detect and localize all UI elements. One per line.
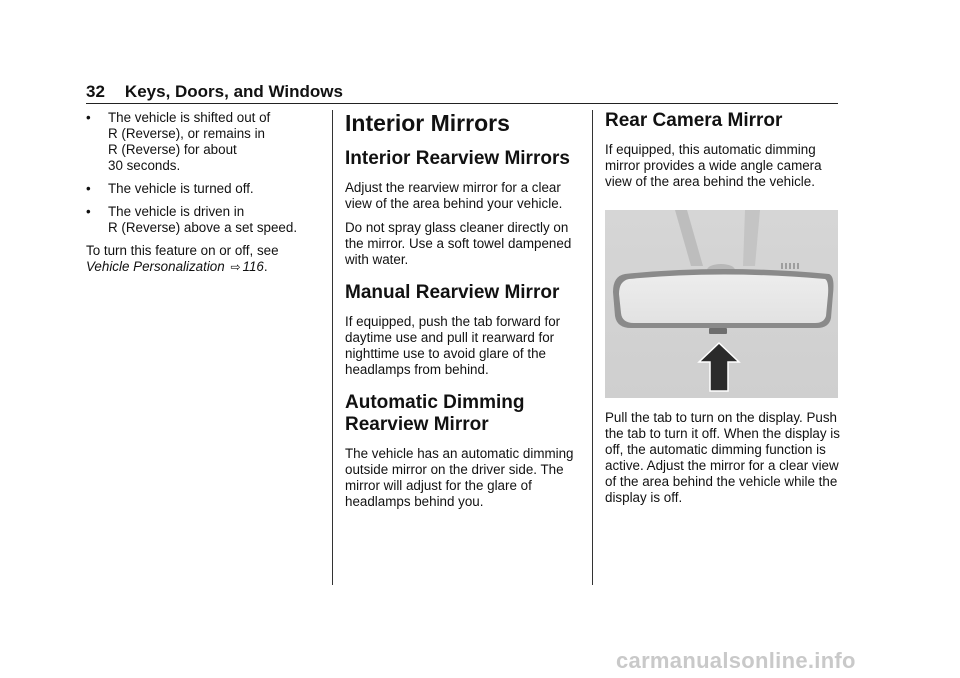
- bullet-text-line: R (Reverse) for about: [108, 142, 237, 157]
- xref-page[interactable]: 116: [242, 259, 264, 274]
- cross-reference-paragraph: [86, 243, 326, 275]
- paragraph: If equipped, this automatic dimming mirror provides a wide angle camera view of the area behind the vehicle.: [605, 142, 822, 189]
- bullet-marker: •: [86, 181, 91, 196]
- mirror-glass: [619, 275, 828, 324]
- bullet-item: [86, 110, 326, 174]
- bullet-item: [86, 204, 326, 236]
- column-2: [345, 110, 583, 518]
- bullet-text-line: R (Reverse), or remains in: [108, 126, 266, 141]
- bullet-marker: •: [86, 110, 91, 125]
- page-reference-icon: ⇨: [230, 260, 241, 274]
- bullet-item: [86, 181, 326, 197]
- paragraph: The vehicle has an automatic dimming outside mirror on the driver side. The mirror will adjust for the glare of headlamps behind you.: [345, 446, 574, 509]
- bullet-text-line: The vehicle is turned off.: [108, 181, 254, 196]
- column-divider: [592, 110, 593, 585]
- bullet-marker: •: [86, 204, 91, 219]
- section-heading: Interior Rearview Mirrors: [345, 148, 570, 169]
- column-divider: [332, 110, 333, 585]
- bullet-text-line: The vehicle is shifted out of: [108, 110, 271, 125]
- section-title: Keys, Doors, and Windows: [124, 82, 343, 101]
- section-heading: Rear Camera Mirror: [605, 110, 783, 131]
- main-heading: Interior Mirrors: [345, 110, 510, 136]
- rear-camera-mirror-illustration: [605, 210, 838, 398]
- bullet-text-line: The vehicle is driven in: [108, 204, 245, 219]
- paragraph-text: To turn this feature on or off, see: [86, 243, 279, 258]
- watermark: carmanualsonline.info: [616, 648, 856, 673]
- section-heading: Automatic Dimming Rearview Mirror: [345, 392, 525, 435]
- column-3: [605, 110, 840, 514]
- page-number: 32: [86, 82, 105, 101]
- column-1: [86, 110, 326, 283]
- xref-end: .: [263, 259, 268, 274]
- page-header: [86, 81, 838, 104]
- section-heading: Manual Rearview Mirror: [345, 282, 560, 303]
- paragraph: Pull the tab to turn on the display. Push the tab to turn it off. When the display is off, the automatic dimming function is active. Adjust the mirror for a clear view of the area behind the vehicle while the display is off.: [605, 410, 840, 505]
- mirror-tab: [709, 328, 727, 334]
- paragraph: Adjust the rearview mirror for a clear view of the area behind your vehicle.: [345, 180, 563, 211]
- paragraph: If equipped, push the tab forward for daytime use and pull it rearward for nighttime use to avoid glare of the headlamps from behind.: [345, 314, 561, 377]
- xref-link[interactable]: Vehicle Personalization: [86, 259, 225, 274]
- bullet-text-line: 30 seconds.: [108, 158, 181, 173]
- bullet-text-line: R (Reverse) above a set speed.: [108, 220, 298, 235]
- paragraph: Do not spray glass cleaner directly on the mirror. Use a soft towel dampened with water.: [345, 220, 572, 267]
